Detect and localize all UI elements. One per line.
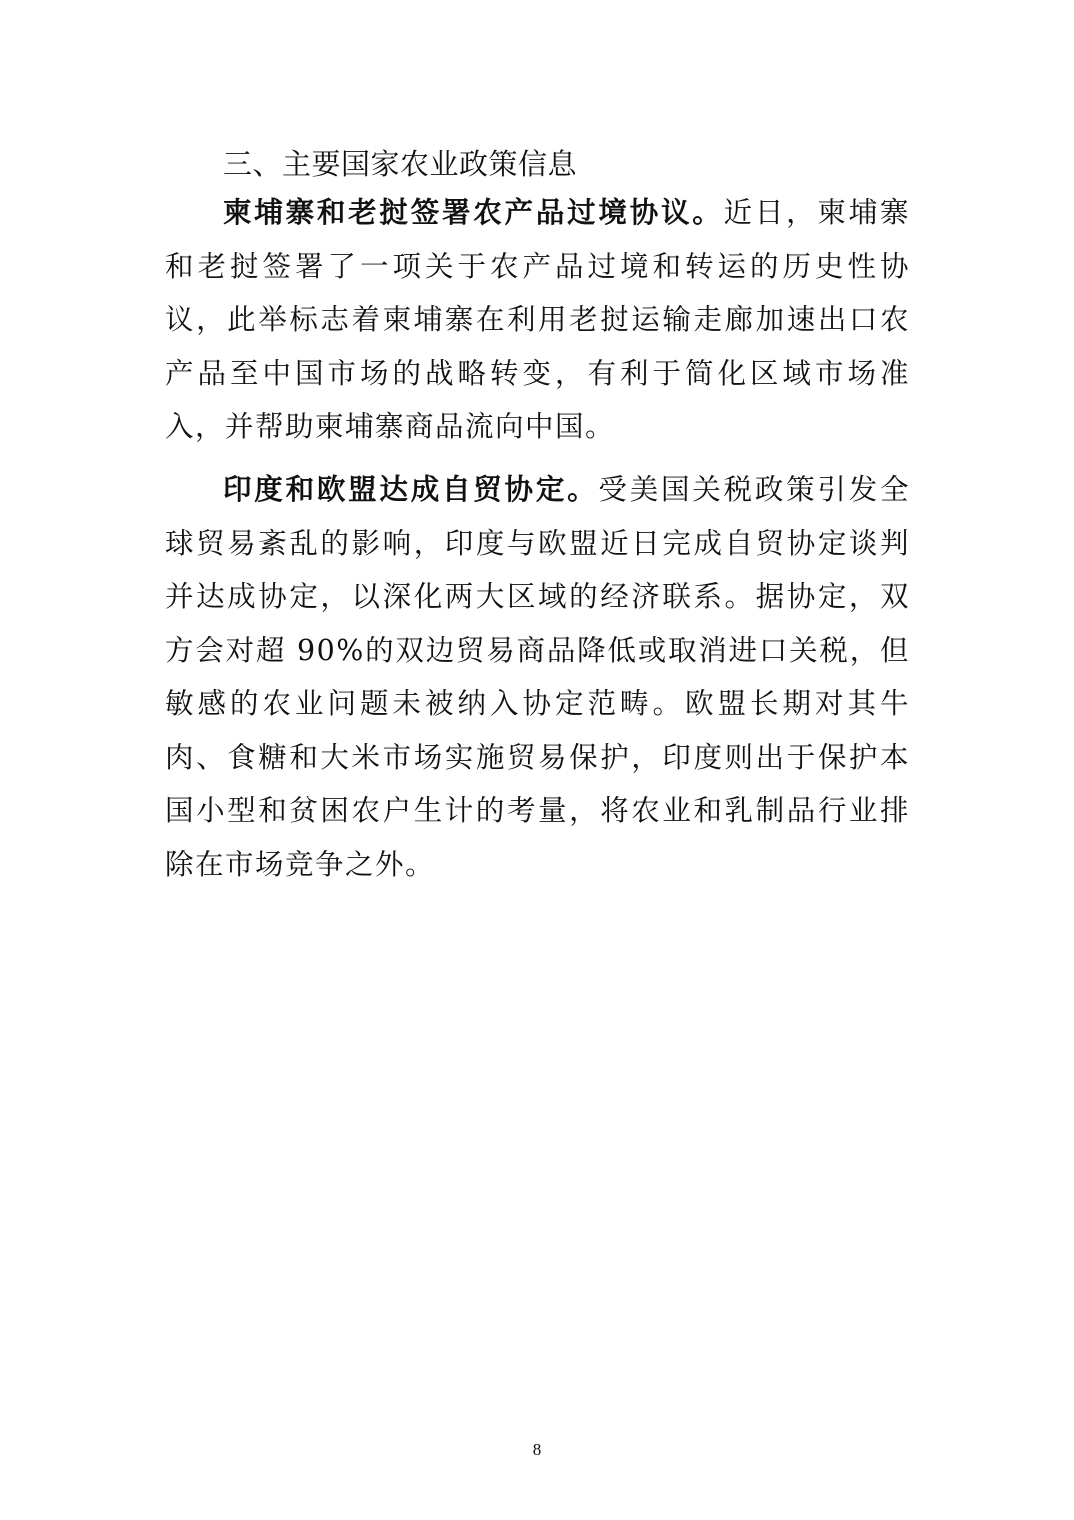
paragraph-lead: 柬埔寨和老挝签署农产品过境协议。: [223, 195, 724, 229]
page-number: 8: [532, 1440, 542, 1459]
paragraph-body: 近日，柬埔寨和老挝签署了一项关于农产品过境和转运的历史性协议，此举标志着柬埔寨在利用老挝运输走廊加速出口农产品至中国市场的战略转变，有利于简化区域市场准入，并帮助柬埔寨商品流向中国。: [165, 196, 910, 443]
paragraph-india-eu: [165, 463, 910, 891]
paragraph-cambodia-laos: [165, 186, 910, 454]
section-heading: 三、主要国家农业政策信息: [223, 147, 578, 181]
paragraph-body: 受美国关税政策引发全球贸易紊乱的影响，印度与欧盟近日完成自贸协定谈判并达成协定，以深化两大区域的经济联系。据协定，双方会对超 90%的双边贸易商品降低或取消进口关税，但敏感的农业问题未被纳入协定范畴。欧盟长期对其牛肉、食糖和大米市场实施贸易保护，印度则出于保护本国小型和贫困农户生计的考量，将农业和乳制品行业排除在市场竞争之外。: [165, 473, 910, 881]
paragraph-lead: 印度和欧盟达成自贸协定。: [223, 472, 599, 506]
